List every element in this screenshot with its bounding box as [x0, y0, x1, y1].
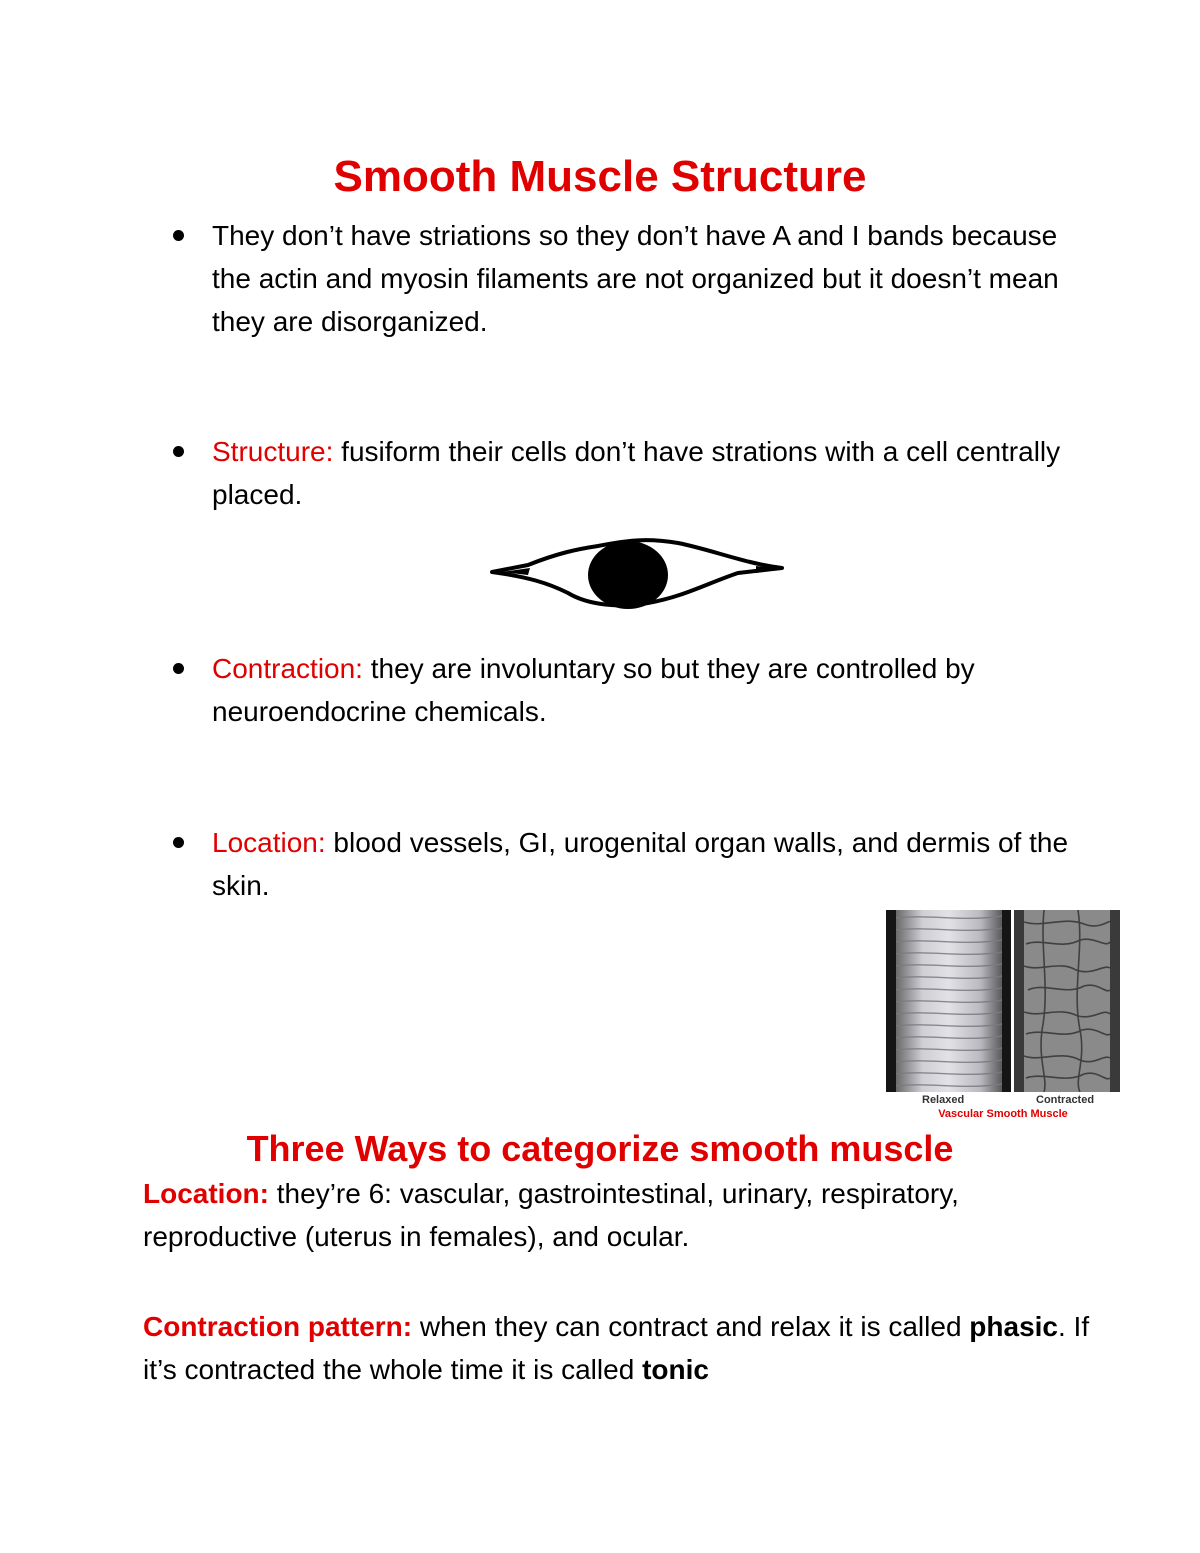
bullet-text: they are involuntary so but they are controlled by neuroendocrine chemicals.	[212, 653, 975, 727]
vascular-smooth-muscle-micrograph	[886, 910, 1120, 1122]
category-text: they’re 6: vascular, gastrointestinal, urinary, respiratory, reproductive (uterus in females), and ocular.	[143, 1178, 959, 1252]
section-subtitle: Three Ways to categorize smooth muscle	[246, 1128, 954, 1169]
bullet-dot	[173, 230, 184, 241]
relaxed-label: Relaxed	[922, 1094, 965, 1106]
category-label: Location:	[143, 1178, 269, 1209]
bullet-text: They don’t have striations so they don’t have A and I bands because the actin and myosin filaments are not organized but it doesn’t mean they are disorganized.	[212, 220, 1059, 337]
contracted-micrograph-image	[1014, 910, 1120, 1092]
bullet-dot	[173, 663, 184, 674]
bullet-dot	[173, 837, 184, 848]
tonic-term: tonic	[642, 1354, 709, 1385]
relaxed-micrograph-image	[886, 910, 1011, 1092]
bullet-contraction	[212, 647, 1092, 733]
bullet-label: Location:	[212, 827, 326, 858]
bullet-structure	[212, 430, 1092, 516]
phasic-term: phasic	[969, 1311, 1058, 1342]
bullet-label: Structure:	[212, 436, 334, 467]
nucleus-icon	[588, 541, 668, 609]
page-title: Smooth Muscle Structure	[333, 152, 867, 201]
category-label: Contraction pattern:	[143, 1311, 413, 1342]
bullet-text: blood vessels, GI, urogenital organ walls, and dermis of the skin.	[212, 827, 1069, 901]
contracted-label: Contracted	[1036, 1094, 1095, 1106]
category-location	[143, 1172, 1103, 1258]
category-contraction-pattern	[143, 1305, 1103, 1391]
bullet-location	[212, 821, 1092, 907]
bullet-label: Contraction:	[212, 653, 363, 684]
figure-caption: Vascular Smooth Muscle	[938, 1108, 1068, 1120]
category-text: . If it’s contracted the whole time it is called	[143, 1311, 1090, 1385]
bullet-text: fusiform their cells don’t have strations with a cell centrally placed.	[212, 436, 1061, 510]
bullet-striations	[212, 214, 1092, 343]
fusiform-cell-drawing	[488, 535, 788, 613]
bullet-dot	[173, 446, 184, 457]
category-text: when they can contract and relax it is called	[412, 1311, 970, 1342]
